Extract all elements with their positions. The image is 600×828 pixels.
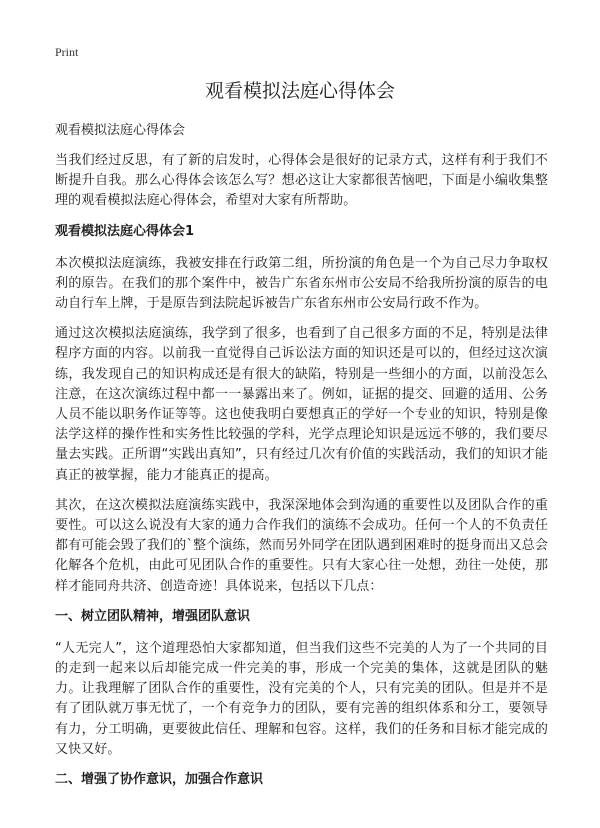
section-1-paragraph-3: 其次，在这次模拟法庭演练实践中，我深深地体会到沟通的重要性以及团队合作的重要性。可以这么说没有大家的通力合作我们的演练不会成功。任何一个人的不负责任都有可能会毁了我们的`整个演练，然而另外同学在团队遇到困难时的挺身而出又总会化解各个危机，由此可见团队合作的重要性。只有大家心往一处想，劲往一处使，那样才能同舟共济、创造奇迹！具体说来，包括以下几点： bbox=[55, 497, 548, 594]
section-2-paragraph-1: “人无完人”，这个道理恐怕大家都知道，但当我们这些不完美的人为了一个共同的目的走到一起来以后却能完成一件完美的事，形成一个完美的集体，这就是团队的魅力。让我理解了团队合作的重要性，没有完美的个人，只有完美的团队。但是并不是有了团队就万事无忧了，一个有竞争力的团队，要有完善的组织体系和分工，要领导有力，分工明确，更要彼此信任、理解和包容。这样，我们的任务和目标才能完成的又快又好。 bbox=[55, 640, 548, 757]
section-heading-1: 观看模拟法庭心得体会1 bbox=[55, 223, 195, 239]
section-heading-3: 二、增强了协作意识，加强合作意识 bbox=[55, 772, 264, 788]
intro-paragraph: 当我们经过反思，有了新的启发时，心得体会是很好的记录方式，这样有利于我们不断提升自我。那么心得体会该怎么写？想必这让大家都很苦恼吧，下面是小编收集整理的观看模拟法庭心得体会，希望对大家有所帮助。 bbox=[55, 153, 548, 209]
document-body bbox=[55, 121, 548, 802]
section-heading-2: 一、树立团队精神，增强团队意识 bbox=[55, 608, 251, 624]
section-1-paragraph-2: 通过这次模拟法庭演练，我学到了很多，也看到了自己很多方面的不足，特别是法律程序方面的内容。以前我一直觉得自己诉讼法方面的知识还是可以的，但经过这次演练，我发现自己的知识构成还是有很大的缺陷，特别是一些细小的方面，以前没怎么注意，在这次演练过程中都一一暴露出来了。例如，证据的提交、回避的适用、公务人员不能以职务作证等等。这也使我明白要想真正的学好一个专业的知识，特别是像法学这样的操作性和实务性比较强的学科，光学点理论知识是远远不够的，我们要尽量去实践。正所谓“实践出真知”，只有经过几次有价值的实践活动，我们的知识才能真正的被掌握，能力才能真正的提高。 bbox=[55, 326, 548, 483]
section-1-paragraph-1: 本次模拟法庭演练，我被安排在行政第二组，所扮演的角色是一个为自己尽力争取权利的原告。在我们的那个案件中，被告广东省东州市公安局不给我所扮演的原告的电动自行车上牌，于是原告到法院起诉被告广东省东州市公安局行政不作为。 bbox=[55, 255, 548, 312]
print-link[interactable]: Print bbox=[55, 45, 79, 59]
document-title: 观看模拟法庭心得体会 bbox=[204, 80, 395, 102]
document-subtitle: 观看模拟法庭心得体会 bbox=[55, 123, 186, 138]
